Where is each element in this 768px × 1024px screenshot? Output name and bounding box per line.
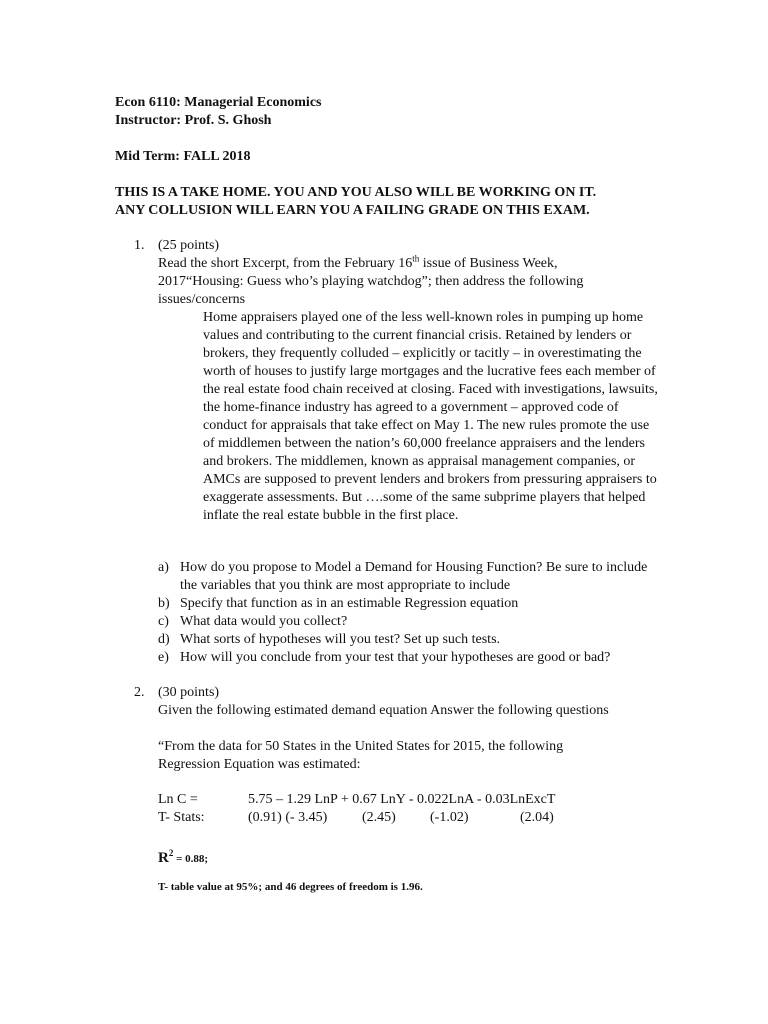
q1-points: (25 points) [158,238,220,253]
q1-sub-c [158,613,648,631]
q1-intro-b: issue of Business Week, [419,256,558,271]
q1-intro-line-3: issues/concerns [158,292,246,307]
q1-intro-line-2: 2017“Housing: Guess who’s playing watchdog”; then address the following [158,274,584,289]
q1-intro-a: Read the short Excerpt, from the February 16 [158,256,413,271]
tstat-2: (2.45) [362,810,396,825]
tstat-4: (2.04) [520,810,554,825]
q2-intro: Given the following estimated demand equation Answer the following questions [158,703,609,718]
q1-sub-a [158,559,648,595]
q2-number: 2. [134,685,145,700]
exam-title: Mid Term: FALL 2018 [115,149,251,164]
q1-sub-d [158,631,648,649]
q1-sub-d-text: What sorts of hypotheses will you test? Set up such tests. [180,632,501,647]
q1-intro-sup: th [412,253,420,264]
q2-quote-line-2: Regression Equation was estimated: [158,757,361,772]
equation-label: Ln C = [158,792,198,807]
q1-number: 1. [134,238,145,253]
q1-sub-d-label: d) [158,632,170,647]
q1-sub-c-label: c) [158,614,169,629]
q2-quote-line-1: “From the data for 50 States in the United States for 2015, the following [158,739,564,754]
r-squared [158,849,208,868]
tstats-label: T- Stats: [158,810,205,825]
q1-sub-b-label: b) [158,596,170,611]
q1-excerpt: Home appraisers played one of the less well-known roles in pumping up home values and contributing to the current financial crisis. Retained by lenders or brokers, they frequently colluded – explicitly or tacitly – in overestimating the worth of houses to justify large mortgages and the lucrative fees each member of the real estate food chain received at closing. Faced with investigations, lawsuits, the home-finance industry has agreed to a government – approved code of conduct for appraisals that take effect on May 1. The new rules promote the use of middlemen between the nation’s 60,000 freelance appraisers and the lenders and brokers. The middlemen, known as appraisal management companies, or AMCs are supposed to prevent lenders and brokers from pressuring appraisers to exaggerate assessments. But ….some of the same subprime players that helped inflate the real estate bubble in the first place. [203,310,658,523]
tstat-1: (0.91) (- 3.45) [248,810,328,825]
r2-value: = 0.88; [173,853,209,865]
q2-points: (30 points) [158,685,220,700]
q1-intro-line-1 [158,255,558,273]
q1-sub-e [158,649,648,667]
q1-sub-a-text: How do you propose to Model a Demand for Housing Function? Be sure to include the variables that you think are most appropriate to include [180,560,648,593]
t-table-note: T- table value at 95%; and 46 degrees of freedom is 1.96. [158,881,423,893]
equation-body: 5.75 – 1.29 LnP + 0.67 LnY - 0.022LnA - 0.03LnExcT [248,792,556,807]
warning-line-1: THIS IS A TAKE HOME. YOU AND YOU ALSO WILL BE WORKING ON IT. [115,185,597,200]
q1-sub-b [158,595,648,613]
course-title: Econ 6110: Managerial Economics [115,95,322,110]
q1-sub-e-text: How will you conclude from your test that your hypotheses are good or bad? [180,650,611,665]
q1-sub-c-text: What data would you collect? [180,614,348,629]
q1-sub-e-label: e) [158,650,169,665]
r2-sup: 2 [168,848,174,858]
r2-label: R [158,850,169,866]
q1-sub-b-text: Specify that function as in an estimable Regression equation [180,596,519,611]
tstat-3: (-1.02) [430,810,469,825]
warning-line-2: ANY COLLUSION WILL EARN YOU A FAILING GRADE ON THIS EXAM. [115,203,590,218]
instructor-line: Instructor: Prof. S. Ghosh [115,113,272,128]
q1-sub-a-label: a) [158,560,169,575]
